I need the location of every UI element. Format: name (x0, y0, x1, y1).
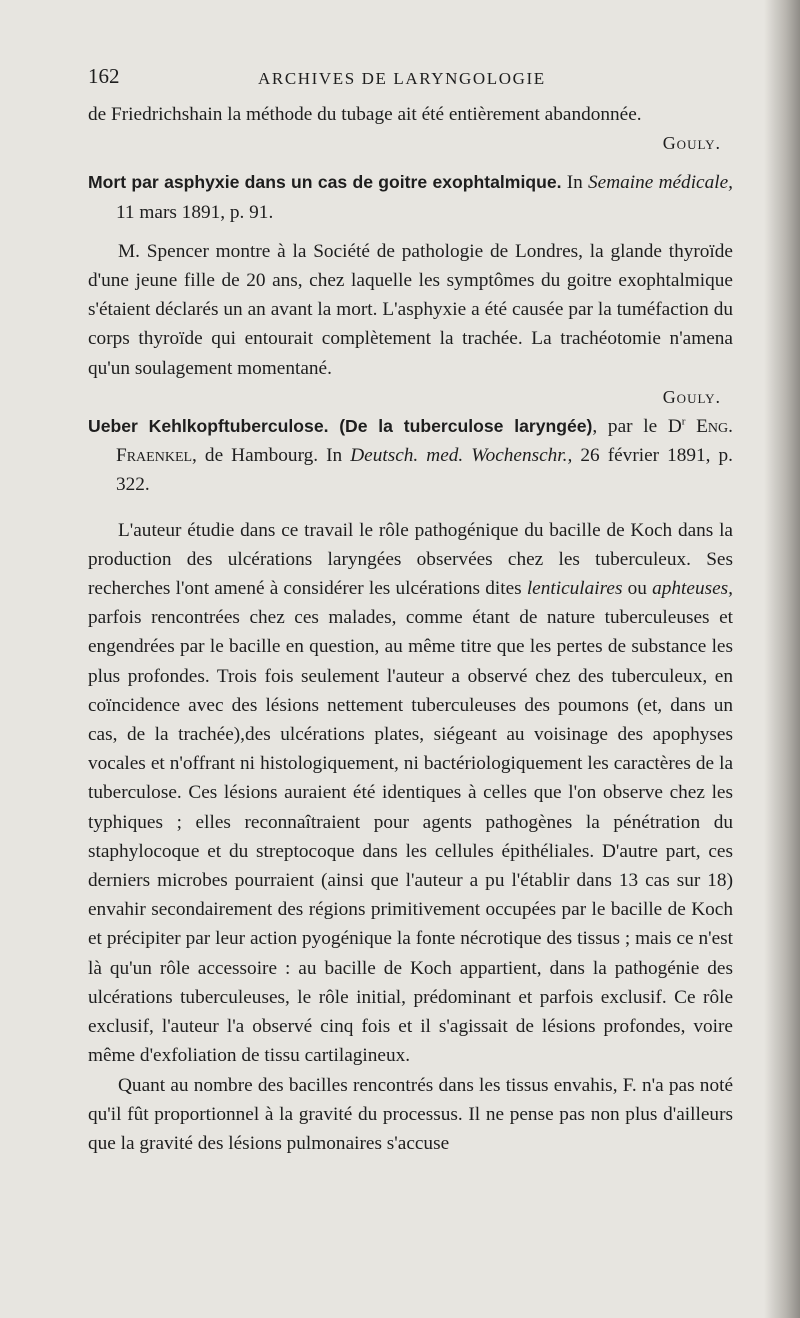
entry1-signature: Gouly. (662, 386, 721, 407)
entry1-source: Semaine médicale, (588, 172, 733, 194)
entry2-heading (88, 412, 733, 500)
entry2-source: Deutsch. med. Wochenschr., (350, 445, 573, 467)
entry2-title: Ueber Kehlkopftuberculose. (88, 416, 329, 437)
entry1-heading (88, 168, 733, 226)
document-page (88, 62, 733, 1158)
entry2-p1-aphteuses: aphteuses, (652, 578, 733, 600)
entry2-author-first: Eng. (696, 416, 733, 438)
entry2-date: 26 février 1891, p. 322. (116, 445, 733, 496)
running-head (88, 62, 733, 92)
entry2-subtitle: (De la tuberculose laryngée) (339, 416, 593, 437)
page-number: 162 (88, 64, 120, 88)
entry2-by: , par le (592, 416, 658, 438)
intro-text: de Friedrichshain la méthode du tubage ait été entièrement abandonnée. (88, 104, 642, 125)
entry2-paragraph-1 (88, 516, 733, 1071)
journal-title: ARCHIVES DE LARYNGOLOGIE (258, 69, 546, 88)
entry1-date: 11 mars 1891, p. 91. (116, 201, 274, 223)
entry2-dr-sup: r (681, 415, 686, 428)
entry2-paragraph-2: Quant au nombre des bacilles rencontrés dans les tissus envahis, F. n'a pas noté qu'il fût proportionnel à la gravité du processus. Il ne pense pas non plus d'ailleurs que la gravité des lésions pulmonaires s'accuse (88, 1074, 733, 1154)
entry2-location: de Hambourg. In (204, 445, 343, 467)
page-edge-shadow (764, 0, 800, 1318)
entry2-p1-lenticulaires: lenticulaires (526, 578, 623, 600)
entry2-author-last: Fraenkel, (116, 445, 197, 467)
entry1-source-prefix: In (566, 172, 583, 194)
entry1-body: M. Spencer montre à la Société de pathologie de Londres, la glande thyroïde d'une jeune fille de 20 ans, chez laquelle les symptômes du goitre exophtalmique s'étaient déclarés un an avant la mort. L'asphyxie a été causée par la tuméfaction du corps thyroïde qui entourait complètement la trachée. La trachéotomie n'amena qu'un soulagement momentané. (88, 240, 733, 379)
intro-signature: Gouly. (662, 133, 721, 154)
entry2-dr: D (667, 416, 682, 438)
entry2-p1-a: L'auteur étudie dans ce travail le rôle pathogénique du bacille de Koch dans la production des ulcérations laryngées observées chez les tuberculeux. Ses recherches l'ont amené à considérer les ulcérations dites (88, 519, 733, 600)
entry2-p1-b: parfois rencontrées chez ces malades, comme étant de nature tuberculeuses et engendrées par le bacille en question, au même titre que les pertes de substance les plus profondes. Trois fois seulement l'auteur a observé chez des tuberculeux, en coïncidence avec des lésions nettement tuberculeuses des poumons (et, dans un cas, de la trachée),des ulcérations plates, siégeant au voisinage des apophyses vocales et n'offrant ni histologiquement, ni bactériologiquement les caractères de la tuberculose. Ces lésions auraient été identiques à celles que l'on observe chez les typhiques ; elles reconnaîtraient pour agents pathogènes la pénétration du staphylocoque et du streptocoque dans les cellules épithéliales. D'autre part, ces derniers microbes pourraient (ainsi que l'auteur a pu l'établir dans 13 cas sur 18) envahir secondairement des régions primitivement occupées par le bacille de Koch et précipiter par leur action pyogénique la fonte nécrotique des tissus ; mais ce n'est là qu'un rôle accessoire : au bacille de Koch appartient, dans la pathogénie des ulcérations tuberculeuses, le rôle initial, prédominant et parfois exclusif. Ce rôle exclusif, l'auteur l'a observé cinq fois et il s'agissait de lésions profondes, voire même d'exfoliation de tissu cartilagineux. (88, 607, 733, 1067)
entry2-p1-ou: ou (627, 578, 647, 600)
entry1-title: Mort par asphyxie dans un cas de goitre exophtalmique. (88, 172, 562, 193)
